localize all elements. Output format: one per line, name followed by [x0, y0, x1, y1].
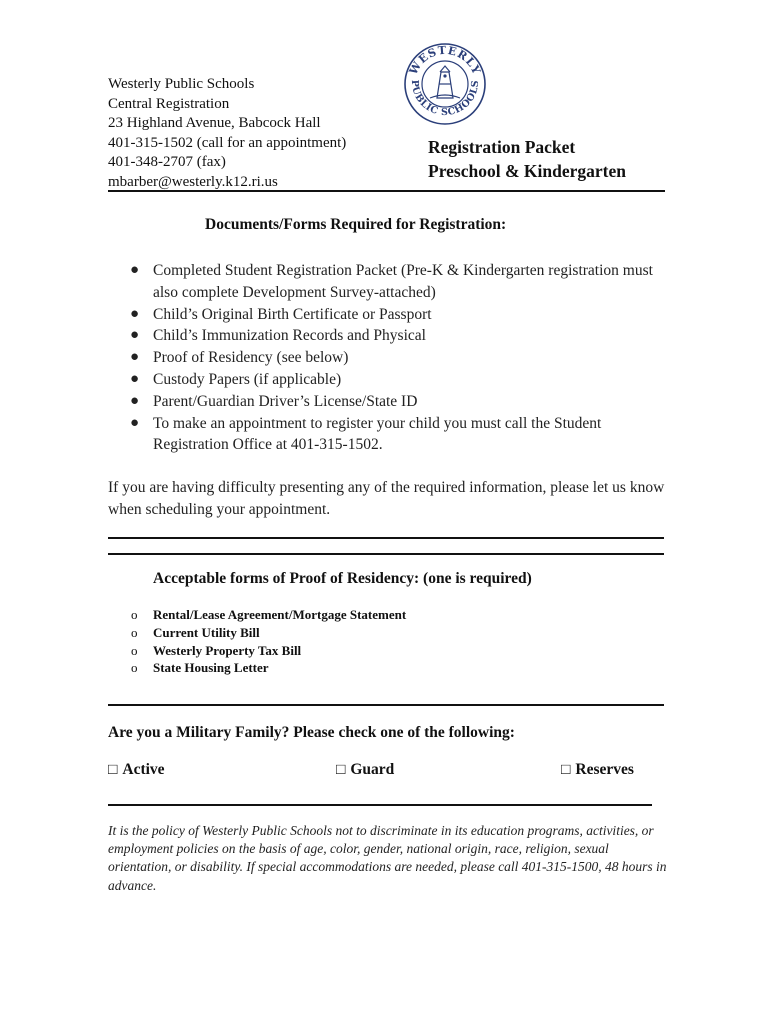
school-seal-logo — [403, 42, 487, 126]
checkbox-icon[interactable]: □ — [108, 761, 118, 778]
address-line-school: Westerly Public Schools — [108, 76, 255, 92]
bullet-icon: ● — [130, 349, 140, 366]
bullet-icon: ● — [130, 370, 140, 387]
document-item-text: Custody Papers (if applicable) — [153, 370, 342, 388]
bullet-icon: ● — [130, 414, 140, 431]
residency-item-text: Rental/Lease Agreement/Mortgage Statement — [153, 607, 407, 622]
packet-title-line1: Registration Packet — [428, 137, 576, 157]
document-item-text: Child’s Immunization Records and Physical — [153, 327, 426, 345]
section-divider-top — [108, 537, 664, 539]
list-item — [130, 413, 670, 457]
military-option-reserves[interactable] — [561, 761, 634, 779]
school-address-block — [108, 75, 346, 193]
document-item-text: Child’s Original Birth Certificate or Passport — [153, 305, 432, 323]
residency-heading: Acceptable forms of Proof of Residency: (one is required) — [153, 570, 532, 587]
packet-title-line2: Preschool & Kindergarten — [428, 161, 626, 181]
non-discrimination-policy: It is the policy of Westerly Public Schools not to discriminate in its education programs, activities, or employment policies on the basis of age, color, gender, national origin, race, religion, sexual orientation, or disability. If special accommodations are needed, please call 401-315-1500, 48 hours in advance. — [108, 823, 667, 893]
list-item — [131, 606, 406, 624]
option-label: Reserves — [575, 761, 634, 778]
seal-bottom-text: PUBLIC SCHOOLS — [408, 79, 482, 119]
documents-list — [130, 260, 670, 456]
document-item-text: Proof of Residency (see below) — [153, 349, 349, 367]
svg-text:PUBLIC SCHOOLS — [409, 80, 481, 118]
bullet-icon: ● — [130, 392, 140, 409]
policy-divider — [108, 804, 652, 806]
bullet-icon: ● — [130, 327, 140, 344]
document-item-text: Parent/Guardian Driver’s License/State ID — [153, 392, 418, 410]
option-label: Active — [122, 761, 165, 778]
residency-list — [131, 606, 406, 677]
list-item — [130, 369, 670, 391]
hollow-bullet-icon: o — [131, 624, 138, 640]
list-item — [130, 325, 670, 347]
list-item — [130, 260, 670, 304]
list-item — [131, 642, 406, 660]
address-line-fax: 401-348-2707 (fax) — [108, 154, 226, 171]
seal-top-text: WESTERLY — [406, 43, 484, 77]
military-option-active[interactable] — [108, 761, 165, 779]
list-item — [130, 304, 670, 326]
hollow-bullet-icon: o — [131, 642, 138, 658]
address-line-street: 23 Highland Avenue, Babcock Hall — [108, 115, 321, 132]
military-divider — [108, 704, 664, 706]
documents-heading: Documents/Forms Required for Registration: — [205, 216, 507, 233]
residency-item-text: Current Utility Bill — [153, 624, 260, 640]
checkbox-icon[interactable]: □ — [336, 761, 346, 778]
address-line-email: mbarber@westerly.k12.ri.us — [108, 173, 278, 190]
list-item — [130, 347, 670, 369]
document-item-text: To make an appointment to register your child you must call the Student Registration Office at 401-315-1502. — [153, 414, 602, 454]
bullet-icon: ● — [130, 262, 140, 278]
address-line-phone: 401-315-1502 (call for an appointment) — [108, 134, 347, 151]
hollow-bullet-icon: o — [131, 660, 138, 676]
section-divider-bottom — [108, 553, 664, 555]
packet-title — [428, 135, 626, 183]
bullet-icon: ● — [130, 305, 140, 322]
address-line-department: Central Registration — [108, 95, 230, 112]
military-option-guard[interactable] — [336, 761, 394, 779]
header-divider — [108, 190, 665, 192]
residency-item-text: Westerly Property Tax Bill — [153, 642, 302, 658]
checkbox-icon[interactable]: □ — [561, 761, 571, 778]
option-label: Guard — [350, 761, 395, 778]
list-item — [131, 659, 406, 677]
document-item-text: Completed Student Registration Packet (Pre-K & Kindergarten registration must also complete Development Survey-attached) — [153, 262, 653, 301]
hollow-bullet-icon: o — [131, 607, 138, 622]
difficulty-note: If you are having difficulty presenting any of the required information, please let us know when scheduling your appointment. — [108, 479, 665, 518]
military-heading: Are you a Military Family? Please check one of the following: — [108, 724, 515, 741]
list-item — [130, 391, 670, 413]
residency-item-text: State Housing Letter — [153, 660, 269, 676]
list-item — [131, 624, 406, 642]
